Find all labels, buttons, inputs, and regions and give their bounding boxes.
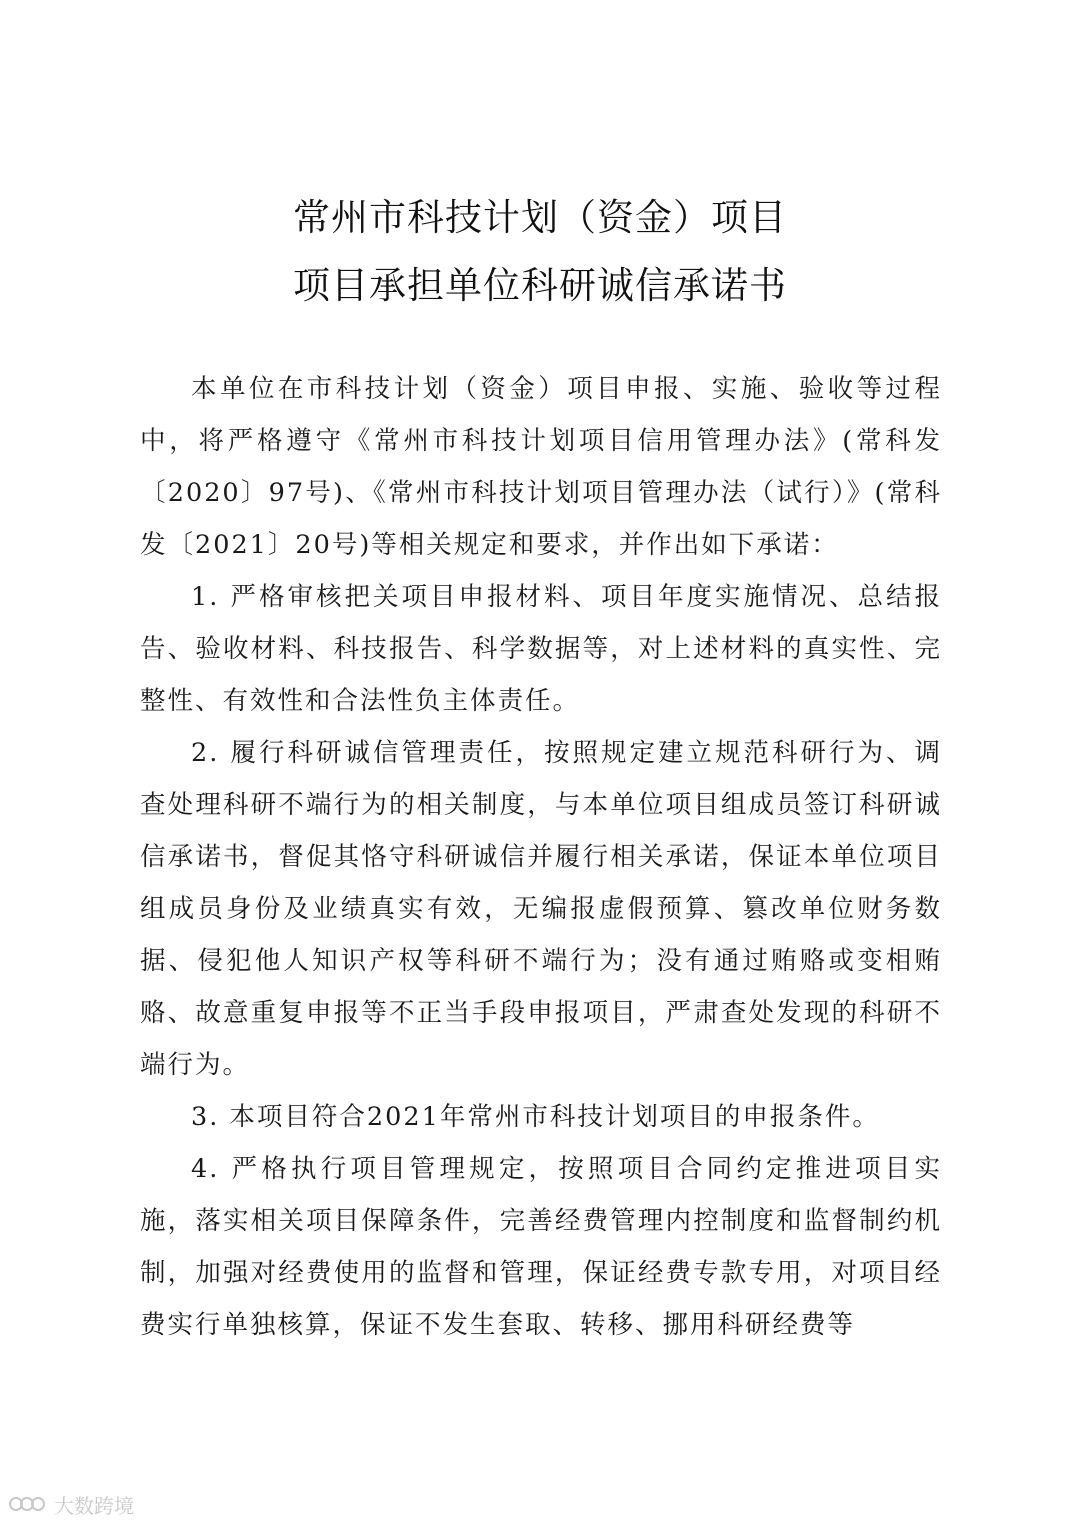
paragraph-intro: 本单位在市科技计划（资金）项目申报、实施、验收等过程中，将严格遵守《常州市科技计划项目信用管理办法》(常科发〔2020〕97号)、《常州市科技计划项目管理办法（试行）》(常科发〔2021〕20号)等相关规定和要求，并作出如下承诺： — [140, 374, 942, 560]
paragraph-item-1: 1. 严格审核把关项目申报材料、项目年度实施情况、总结报告、验收材料、科技报告、科学数据等，对上述材料的真实性、完整性、有效性和合法性负主体责任。 — [140, 582, 942, 716]
document-title-line-2: 项目承担单位科研诚信承诺书 — [293, 264, 787, 307]
watermark-text: 大数跨境 — [54, 1493, 134, 1518]
brand-logo-icon — [8, 1492, 48, 1516]
document-title-line-1: 常州市科技计划（资金）项目 — [293, 196, 787, 239]
document-body — [140, 363, 942, 1351]
paragraph-item-3: 3. 本项目符合2021年常州市科技计划项目的申报条件。 — [191, 1102, 880, 1132]
paragraph-item-2: 2. 履行科研诚信管理责任，按照规定建立规范科研行为、调查处理科研不端行为的相关制度，与本单位项目组成员签订科研诚信承诺书，督促其恪守科研诚信并履行相关承诺，保证本单位项目组成员身份及业绩真实有效，无编报虚假预算、篡改单位财务数据、侵犯他人知识产权等科研不端行为；没有通过贿赂或变相贿赂、故意重复申报等不正当手段申报项目，严肃查处发现的科研不端行为。 — [140, 738, 942, 1080]
paragraph-item-4: 4. 严格执行项目管理规定，按照项目合同约定推进项目实施，落实相关项目保障条件，完善经费管理内控制度和监督制约机制，加强对经费使用的监督和管理，保证经费专款专用，对项目经费实行单独核算，保证不发生套取、转移、挪用科研经费等 — [140, 1154, 942, 1340]
watermark — [8, 1489, 134, 1519]
